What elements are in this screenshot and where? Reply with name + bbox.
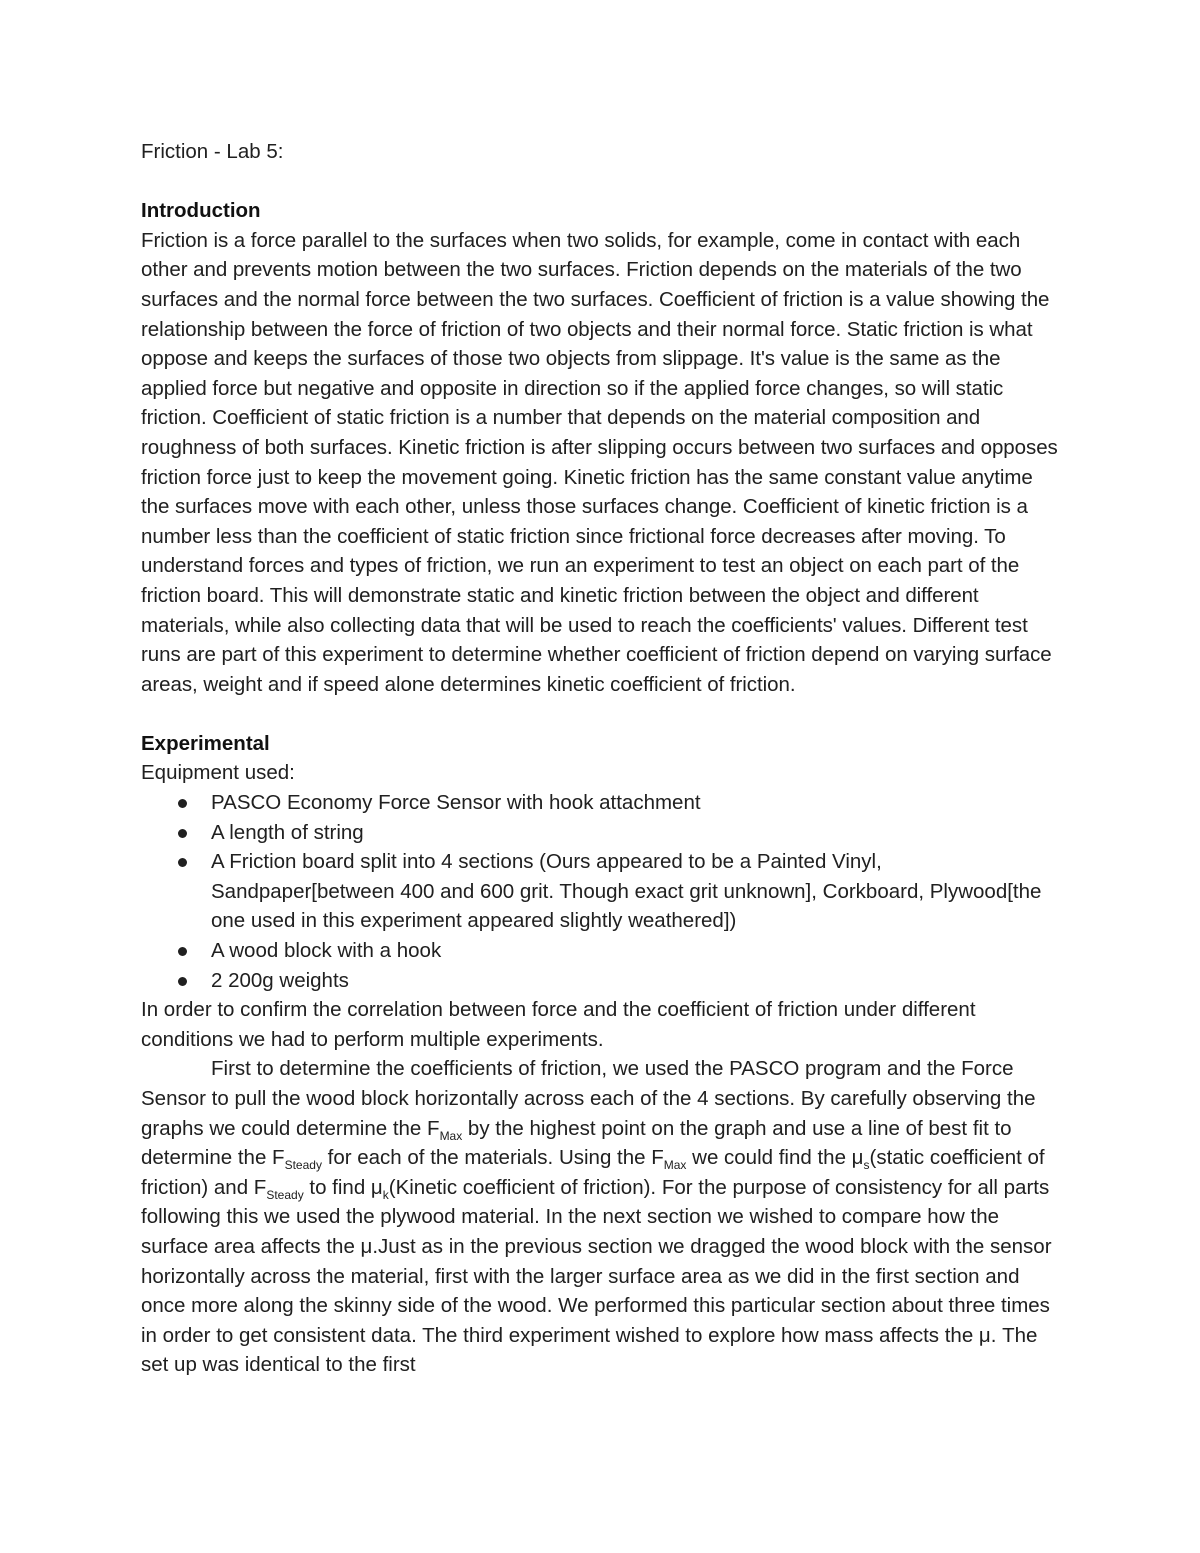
experimental-heading: Experimental xyxy=(141,731,270,755)
list-item: 2 200g weights xyxy=(141,966,1066,996)
bullet-icon xyxy=(178,977,187,986)
list-item: A Friction board split into 4 sections (Ours appeared to be a Painted Vinyl, Sandpaper[between 400 and 600 grit. Though exact grit unknown], Corkboard, Plywood[the one used in this experiment appeared slightly weathered]) xyxy=(141,847,1066,936)
spacer xyxy=(141,167,1066,197)
equipment-list xyxy=(141,788,1066,995)
list-item: PASCO Economy Force Sensor with hook attachment xyxy=(141,788,1066,818)
experimental-paragraph-1: In order to confirm the correlation between force and the coefficient of friction under different conditions we had to perform multiple experiments. xyxy=(141,998,976,1051)
equipment-label: Equipment used: xyxy=(141,761,295,785)
bullet-icon xyxy=(178,947,187,956)
bullet-icon xyxy=(178,829,187,838)
list-item: A length of string xyxy=(141,818,1066,848)
bullet-icon xyxy=(178,858,187,867)
list-item: A wood block with a hook xyxy=(141,936,1066,966)
introduction-paragraph: Friction is a force parallel to the surfaces when two solids, for example, come in contact with each other and prevents motion between the two surfaces. Friction depends on the materials of the two surfaces and the normal force between the two surfaces. Coefficient of friction is a value showing the relationship between the force of friction of two objects and their normal force. Static friction is what oppose and keeps the surfaces of those two objects from slippage. It's value is the same as the applied force but negative and opposite in direction so if the applied force changes, so will static friction. Coefficient of static friction is a number that depends on the material composition and roughness of both surfaces. Kinetic friction is after slipping occurs between two surfaces and opposes friction force just to keep the movement going. Kinetic friction has the same constant value anytime the surfaces move with each other, unless those surfaces change. Coefficient of kinetic friction is a number less than the coefficient of static friction since frictional force decreases after moving. To understand forces and types of friction, we run an experiment to test an object on each part of the friction board. This will demonstrate static and kinetic friction between the object and different materials, while also collecting data that will be used to reach the coefficients' values. Different test runs are part of this experiment to determine whether coefficient of friction depend on varying surface areas, weight and if speed alone determines kinetic coefficient of friction. xyxy=(141,228,1058,696)
experimental-paragraph-2: First to determine the coefficients of friction, we used the PASCO program and the Force Sensor to pull the wood block horizontally across each of the 4 sections. By carefully observing the graphs we could determine the $F_{Max}$ by the highest point on the graph and use a line of best fit to determine the $F_{Steady}$ for each of the materials. Using the $F_{Max}$ we could find the $\mu_s(static$ coefficient of friction) and $F_{Steady}$ to find $\mu_k(Kinetic$ coefficient of friction). For the purpose of consistency for all parts following this we used the plywood material. In the next section we wished to compare how the surface area affects the μ.Just as in the previous section we dragged the wood block with the sensor horizontally across the material, first with the larger surface area as we did in the first section and once more along the skinny side of the wood. We performed this particular section about three times in order to get consistent data. The third experiment wished to explore how mass affects the μ. The set up was identical to the first xyxy=(141,1057,1052,1377)
bullet-icon xyxy=(178,799,187,808)
document-title: Friction - Lab 5: xyxy=(141,140,284,163)
spacer xyxy=(141,699,1066,729)
document-page xyxy=(141,137,1066,1380)
introduction-heading: Introduction xyxy=(141,199,261,223)
